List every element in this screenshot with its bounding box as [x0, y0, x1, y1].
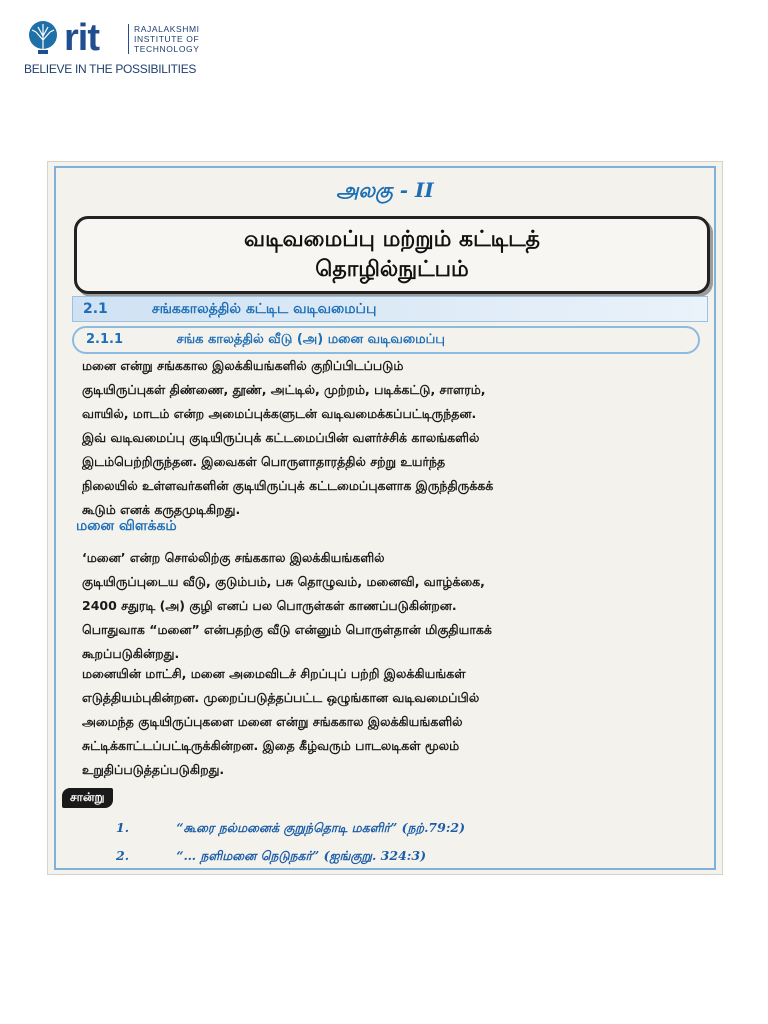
example-tab: சான்று [62, 788, 113, 808]
institute-name-line: INSTITUTE OF [134, 34, 200, 44]
section-number: 2.1 [83, 301, 108, 317]
paragraph-line: நிலையில் உள்ளவர்களின் குடியிருப்புக் கட்டமைப்புகளாக இருந்திருக்கக் [82, 478, 494, 493]
paragraph-line: அமைந்த குடியிருப்புகளை மனை என்று சங்ககால இலக்கியங்களில் [82, 714, 463, 729]
paragraph-line: மனை என்று சங்ககால இலக்கியங்களில் குறிப்பிடப்படும் [82, 358, 404, 373]
example-quote [116, 848, 426, 865]
chapter-title [74, 216, 710, 294]
paragraph-line: வாயில், மாடம் என்ற அமைப்புக்களுடன் வடிவமைக்கப்பட்டிருந்தன. [82, 406, 477, 421]
paragraph-literature [82, 662, 704, 782]
example-number: 1. [116, 820, 130, 835]
subsection-number: 2.1.1 [86, 332, 124, 347]
paragraph-line: இடம்பெற்றிருந்தன. இவைகள் பொருளாதாரத்தில் சற்று உயர்ந்த [82, 454, 446, 469]
paragraph-definition [82, 546, 704, 666]
section-title: சங்ககாலத்தில் கட்டிட வடிவமைப்பு [151, 301, 377, 317]
paragraph-line: உறுதிப்படுத்தப்படுகிறது. [82, 762, 225, 777]
subsection-heading [72, 326, 700, 354]
logo-tagline: BELIEVE IN THE POSSIBILITIES [24, 62, 197, 76]
example-number: 2. [116, 848, 130, 863]
tree-icon [26, 20, 60, 56]
scanned-page [48, 162, 722, 874]
paragraph-line: 2400 சதுரடி (அ) குழி எனப் பல பொருள்கள் காணப்படுகின்றன. [82, 598, 457, 613]
institute-name-line: RAJALAKSHMI [134, 24, 200, 34]
logo-divider [128, 24, 129, 54]
example-text: “… நளிமனை நெடுநகர்” (ஐங்குறு. 324:3) [176, 848, 426, 863]
paragraph-line: கூடும் எனக் கருதமுடிகிறது. [82, 502, 241, 517]
paragraph-intro [82, 354, 704, 522]
unit-label: அலகு - II [336, 178, 434, 202]
page-frame [54, 166, 716, 870]
example-quote [116, 820, 465, 837]
institute-logo [24, 18, 224, 78]
logo-wordmark: rit [64, 17, 99, 59]
paragraph-line: மனையின் மாட்சி, மனை அமைவிடச் சிறப்புப் பற்றி இலக்கியங்கள் [82, 666, 466, 681]
subsection-title: சங்க காலத்தில் வீடு (அ) மனை வடிவமைப்பு [176, 332, 445, 347]
subheading-mana-explanation: மனை விளக்கம் [76, 518, 177, 534]
paragraph-line: குடியிருப்புகள் திண்ணை, தூண், அட்டில், முற்றம், படிக்கட்டு, சாளரம், [82, 382, 486, 397]
section-heading [72, 296, 708, 322]
paragraph-line: இவ் வடிவமைப்பு குடியிருப்புக் கட்டமைப்பின் வளர்ச்சிக் காலங்களில் [82, 430, 480, 445]
example-text: “கூரை நல்மனைக் குறுந்தொடி மகளிர்” (நற்.79:2) [176, 820, 466, 835]
paragraph-line: பொதுவாக “மனை” என்பதற்கு வீடு என்னும் பொருள்தான் மிகுதியாகக் [82, 622, 492, 637]
institute-name-line: TECHNOLOGY [134, 44, 200, 54]
paragraph-line: ‘மனை’ என்ற சொல்லிற்கு சங்ககால இலக்கியங்களில் [82, 550, 385, 565]
paragraph-line: கூறப்படுகின்றது. [82, 646, 180, 661]
paragraph-line: குடியிருப்புடைய வீடு, குடும்பம், பசு தொழுவம், மனைவி, வாழ்க்கை, [82, 574, 485, 589]
paragraph-line: எடுத்தியம்புகின்றன. முறைப்படுத்தப்பட்ட ஒழுங்கான வடிவமைப்பில் [82, 690, 480, 705]
chapter-title-line: வடிவமைப்பு மற்றும் கட்டிடத் [244, 227, 540, 252]
institute-name [134, 24, 200, 54]
chapter-title-line: தொழில்நுட்பம் [315, 257, 469, 282]
paragraph-line: சுட்டிக்காட்டப்பட்டிருக்கின்றன. இதை கீழ்வரும் பாடலடிகள் மூலம் [82, 738, 460, 753]
